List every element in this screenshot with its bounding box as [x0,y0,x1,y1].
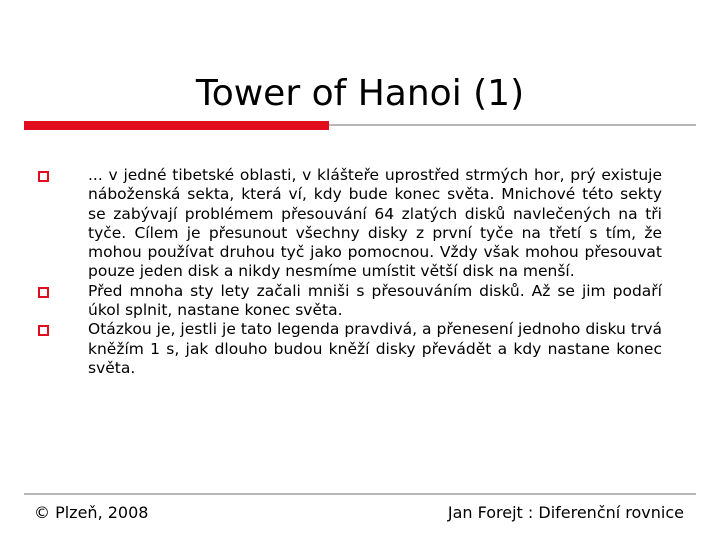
bullet-item [38,320,662,378]
slide-title: Tower of Hanoi (1) [195,73,525,114]
footer-author: Jan Forejt : Diferenční rovnice [447,503,684,522]
bullet-text: Otázkou je, jestli je tato legenda pravdivá, a přenesení jednoho disku trvá kněžím 1 s, jak dlouho budou kněží disky převádět a kdy nastane konec světa. [88,320,662,377]
bullet-item [38,282,662,321]
bullet-text: Před mnoha sty lety začali mniši s přesouváním disků. Až se jim podaří úkol splnit, nastane konec světa. [88,281,662,320]
bullet-item [38,166,662,282]
bullet-list [38,166,662,378]
footer-copyright: © Plzeň, 2008 [34,503,149,522]
hollow-square-bullet-icon [38,287,49,298]
title-accent-bar [24,121,329,130]
bullet-text: ... v jedné tibetské oblasti, v klášteře uprostřed strmých hor, prý existuje náboženská sekta, která ví, kdy bude konec světa. Mnichové této sekty se zabývají problémem přesouvání 64 zlatých disků navlečených na tři tyče. Cílem je přesunout všechny disky z první tyče na třetí s tím, že mohou používat druhou tyč jako pomocnou. Vždy však mohou přesouvat pouze jeden disk a nikdy nesmíme umístit větší disk na menší. [88,166,662,281]
title-divider [329,124,696,126]
footer-divider [24,493,696,495]
hollow-square-bullet-icon [38,171,49,182]
hollow-square-bullet-icon [38,325,49,336]
